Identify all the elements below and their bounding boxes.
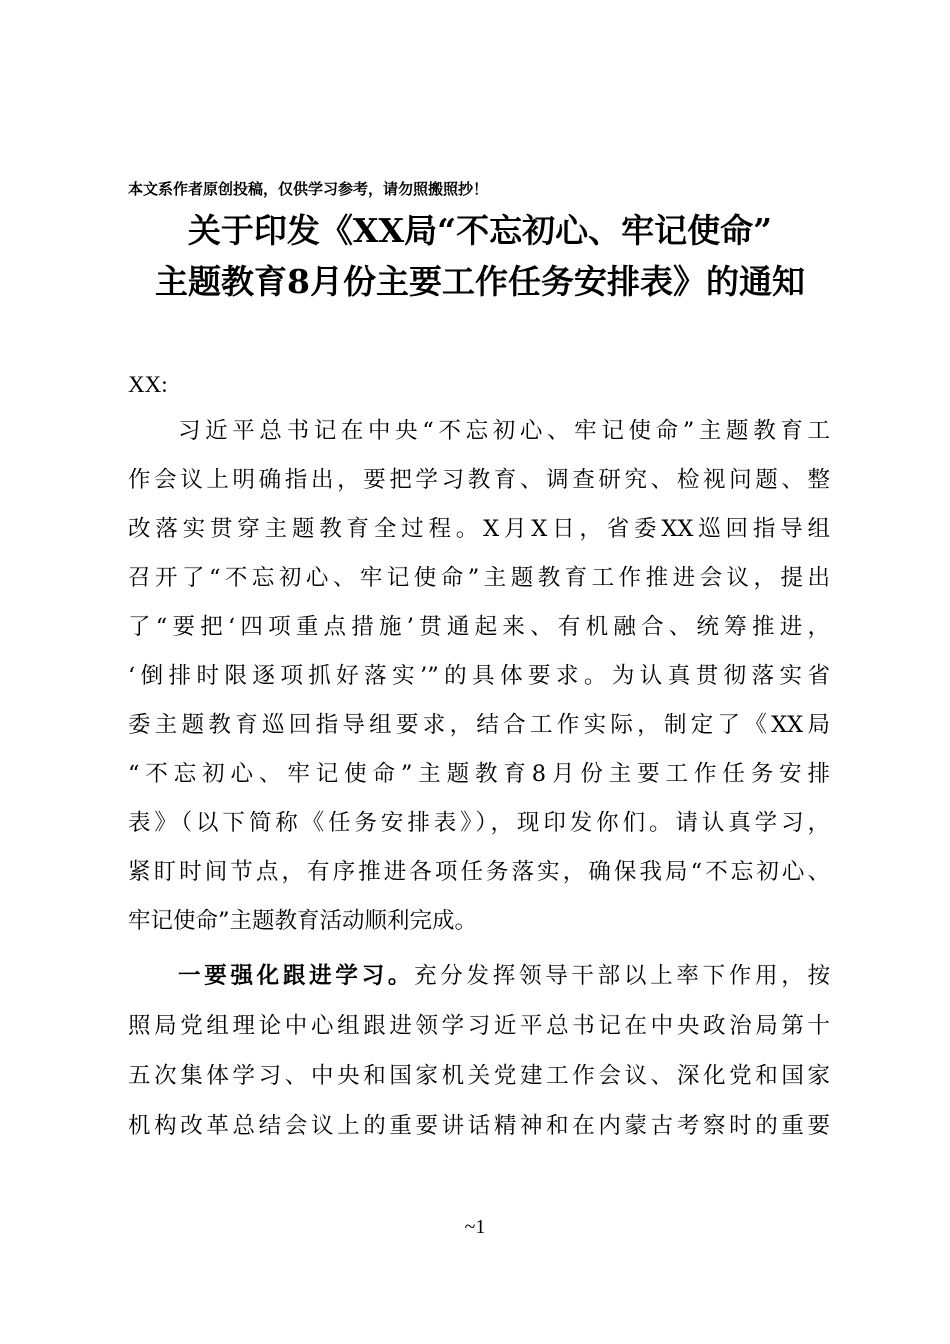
paragraph-1-line: 召开了“不忘初心、牢记使命”主题教育工作推进会议，提出	[128, 565, 830, 591]
paragraph-2-line: 机构改革总结会议上的重要讲话精神和在内蒙古考察时的重要	[128, 1113, 830, 1139]
paragraph-1-line: 表》（以下简称《任务安排表》），现印发你们。请认真学习，	[128, 810, 830, 836]
paragraph-1-line: 委主题教育巡回指导组要求，结合工作实际，制定了《XX局	[128, 712, 830, 738]
paragraph-1-line: “不忘初心、牢记使命”主题教育8月份主要工作任务安排	[128, 761, 830, 787]
paragraph-1-line: 了“要把‘四项重点措施’贯通起来、有机融合、统筹推进，	[128, 614, 830, 640]
title-line-1: 关于印发《XX局“不忘初心、牢记使命”	[187, 211, 773, 250]
paragraph-1-line: 牢记使命”主题教育活动顺利完成。	[128, 908, 478, 934]
paragraph-1-line: ‘倒排时限逐项抓好落实’”的具体要求。为认真贯彻落实省	[128, 663, 830, 689]
salutation: XX:	[128, 372, 168, 397]
paragraph-2-line: 照局党组理论中心组跟进领学习近平总书记在中央政治局第十	[128, 1013, 830, 1039]
paragraph-2-first-line	[178, 961, 830, 991]
paragraph-1-line: 习近平总书记在中央“不忘初心、牢记使命”主题教育工	[178, 418, 830, 444]
paragraph-1-line: 紧盯时间节点，有序推进各项任务落实，确保我局“不忘初心、	[128, 859, 830, 885]
copyright-notice: 本文系作者原创投稿，仅供学习参考，请勿照搬照抄！	[128, 180, 489, 198]
paragraph-2-lead: 一要强化跟进学习。	[178, 963, 415, 989]
paragraph-1-line: 改落实贯穿主题教育全过程。X月X日，省委XX巡回指导组	[128, 516, 830, 542]
paragraph-2-first-rest: 充分发挥领导干部以上率下作用，按	[414, 963, 830, 989]
paragraph-2-line: 五次集体学习、中央和国家机关党建工作会议、深化党和国家	[128, 1063, 830, 1089]
title-line-2: 主题教育8月份主要工作任务安排表》的通知	[155, 262, 805, 301]
paragraph-1-line: 作会议上明确指出，要把学习教育、调查研究、检视问题、整	[128, 467, 830, 493]
page-number: ~1	[464, 1216, 486, 1238]
